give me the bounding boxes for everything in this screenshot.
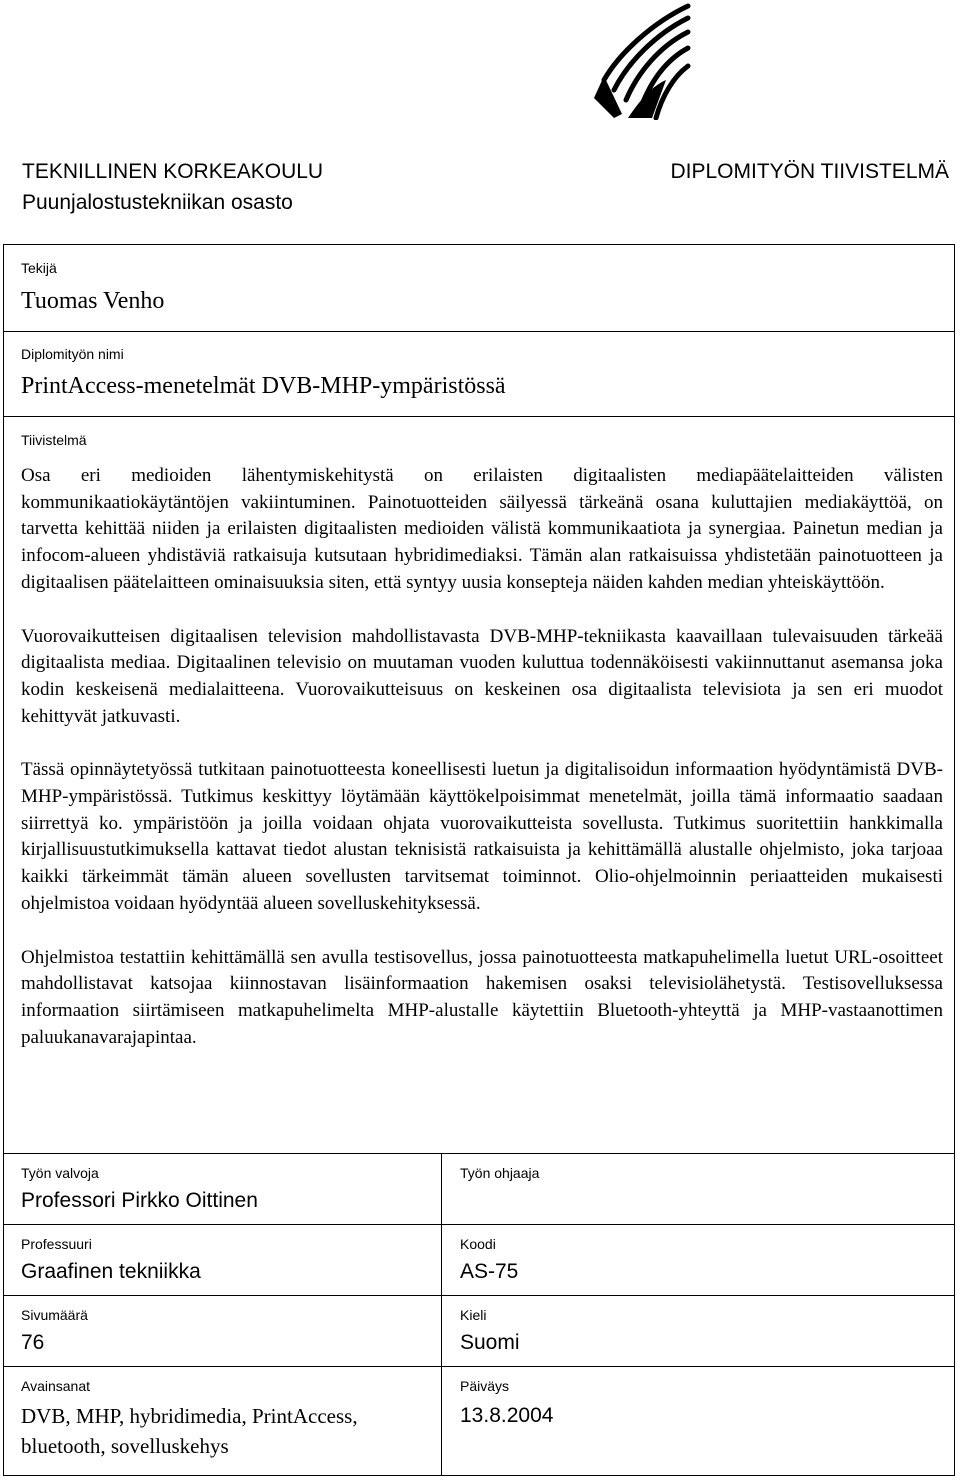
abstract-paragraph: Ohjelmistoa testattiin kehittämällä sen avulla testisovellus, jossa painotuotteesta matkapuhelimella luetut URL-osoitteet mahdollistavat katsojaa kiinnostavan lisäinformaation hakemisen osaksi televisiolähetystä. Testisovelluksessa informaation siirtämiseen matkapuhelimelta MHP-alustalle käytettiin Bluetooth-yhteyttä ja MHP-vastaanottimen paluukanavarajapintaa. xyxy=(21,946,943,1048)
professorship-value: Graafinen tekniikka xyxy=(21,1260,201,1283)
pages-label: Sivumäärä xyxy=(21,1307,88,1323)
divider xyxy=(3,416,955,417)
pages-value: 76 xyxy=(21,1331,45,1354)
divider xyxy=(3,1153,955,1154)
keywords-label: Avainsanat xyxy=(21,1378,91,1394)
supervisor-label: Työn valvoja xyxy=(21,1165,99,1181)
abstract-paragraph: Tässä opinnäytetyössä tutkitaan painotuotteesta koneellisesti luetun ja digitalisoidun informaation hyödyntämistä DVB-MHP-ympäristössä. Tutkimus keskittyy löytämään käyttökelpoisimmat menetelmät, joilla tämä informaatio saadaan siirrettyä ko. ympäristöön ja joilla voidaan ohjata vuorovaikutteista sovellusta. Tutkimus suoritettiin hankkimalla kirjallisuustutkimuksella kattavat tiedot alustan teknisistä ratkaisuista ja kehittämällä alustalle ohjelmisto, joka tarjoaa kaikki tärkeimmät tämän alueen sovellusten tarvitsemat toiminnot. Olio-ohjelmoinnin periaatteiden mukaisesti ohjelmistoa voidaan hyödyntää alueen sovelluskehityksessä. xyxy=(21,759,943,914)
professorship-label: Professuuri xyxy=(21,1236,92,1252)
abstract-label: Tiivistelmä xyxy=(21,432,87,448)
abstract-paragraph: Osa eri medioiden lähentymiskehitystä on erilaisten digitaalisten mediapäätelaitteiden välisten kommunikaatiokäytäntöjen vakiintuminen. Painotuotteiden säilyessä tärkeänä osana kuluttajien mediakäyttöä, on tarvetta kehittää niiden ja erilaisten digitaalisten medioiden välistä kommunikaatiota ja synergiaa. Painetun median ja infocom-alueen yhdistäviä ratkaisuja kutsutaan hybridimediaksi. Tämän alan ratkaisuissa yhdistetään painotuotteen ja digitaalisen päätelaitteen ominaisuuksia siten, että syntyy uusia konsepteja näiden kahden median yhteiskäyttöön. xyxy=(21,465,943,593)
language-label: Kieli xyxy=(460,1307,487,1323)
university-name: TEKNILLINEN KORKEAKOULU xyxy=(22,160,324,183)
abstract-paragraph: Vuorovaikutteisen digitaalisen television mahdollistavasta DVB-MHP-tekniikasta kaavaillaan tulevaisuuden tärkeää digitaalista mediaa. Digitaalinen televisio on muutaman vuoden kuluttua todennäköisesti vakiinnuttanut asemansa joka kodin keskeisenä medialaitteena. Vuorovaikutteisuus on keskeinen osa digitaalista televisiota ja sen eri muodot kehittyvät jatkuvasti. xyxy=(21,625,943,727)
thesis-title-label: Diplomityön nimi xyxy=(21,346,124,362)
date-value: 13.8.2004 xyxy=(460,1404,554,1427)
language-value: Suomi xyxy=(460,1331,520,1354)
author-label: Tekijä xyxy=(21,260,57,276)
thesis-title: PrintAccess-menetelmät DVB-MHP-ympäristössä xyxy=(21,373,506,399)
document-type: DIPLOMITYÖN TIIVISTELMÄ xyxy=(670,160,949,183)
author-name: Tuomas Venho xyxy=(21,288,165,314)
divider xyxy=(3,331,955,332)
header-left xyxy=(22,156,323,218)
code-label: Koodi xyxy=(460,1236,496,1252)
abstract-body xyxy=(21,463,943,1078)
university-logo xyxy=(592,2,692,120)
date-label: Päiväys xyxy=(460,1378,510,1394)
divider xyxy=(3,1366,955,1367)
column-divider xyxy=(441,1153,442,1476)
divider xyxy=(3,1224,955,1225)
keywords-value-line2: bluetooth, sovelluskehys xyxy=(21,1434,229,1458)
keywords-value-line1: DVB, MHP, hybridimedia, PrintAccess, xyxy=(21,1404,358,1428)
divider xyxy=(3,1295,955,1296)
supervisor-value: Professori Pirkko Oittinen xyxy=(21,1189,258,1212)
department-name: Puunjalostustekniikan osasto xyxy=(22,191,293,214)
instructor-label: Työn ohjaaja xyxy=(460,1165,540,1181)
code-value: AS-75 xyxy=(460,1260,519,1283)
